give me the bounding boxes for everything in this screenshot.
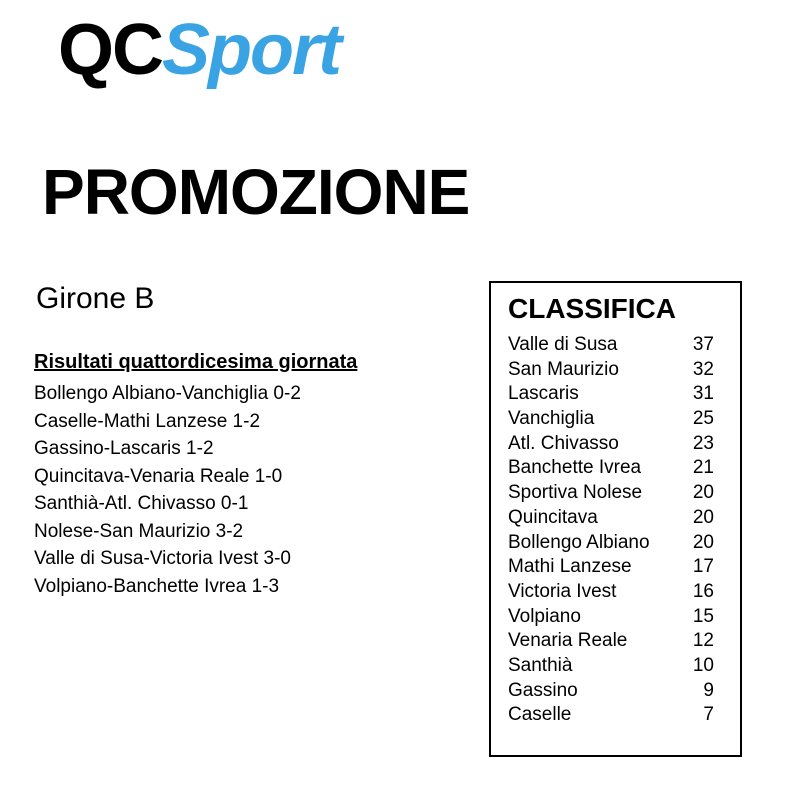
list-item: Gassino-Lascaris 1-2 [34,438,214,460]
table-row [508,358,726,383]
table-row [508,629,726,654]
table-row [508,531,726,556]
table-row [508,382,726,407]
table-row [508,555,726,580]
table-row [508,654,726,679]
team-name: Banchette Ivrea [508,457,642,479]
group-label: Girone B [36,282,155,315]
team-points: 15 [692,605,714,627]
table-row [508,605,726,630]
list-item: Valle di Susa-Victoria Ivest 3-0 [34,548,291,570]
list-item: Santhià-Atl. Chivasso 0-1 [34,493,249,515]
table-row [508,333,726,358]
team-name: Lascaris [508,383,579,405]
results-list [34,380,464,600]
standings-box [489,281,742,757]
table-row [508,456,726,481]
team-name: Santhià [508,654,573,676]
team-points: 20 [692,506,714,528]
list-item: Caselle-Mathi Lanzese 1-2 [34,410,261,432]
team-points: 37 [692,334,714,355]
team-points: 16 [692,580,714,602]
team-points: 21 [692,457,714,479]
team-name: Atl. Chivasso [508,432,619,454]
team-points: 32 [692,358,714,380]
team-name: Vanchiglia [508,408,595,430]
table-row [508,679,726,704]
team-name: Volpiano [508,605,581,627]
list-item: Volpiano-Banchette Ivrea 1-3 [34,575,280,597]
team-name: Caselle [508,704,572,726]
table-row [508,432,726,457]
table-row [508,580,726,605]
table-row [508,481,726,506]
team-points: 31 [692,383,714,405]
list-item: Bollengo Albiano-Vanchiglia 0-2 [34,383,301,404]
list-item: Quincitava-Venaria Reale 1-0 [34,465,283,487]
table-row [508,506,726,531]
team-points: 23 [692,432,714,454]
team-points: 7 [703,704,714,726]
results-section [34,350,464,600]
page-title: PROMOZIONE [42,156,470,228]
team-name: San Maurizio [508,358,619,380]
team-name: Gassino [508,679,578,701]
team-name: Victoria Ivest [508,580,617,602]
results-heading: Risultati quattordicesima giornata [34,351,358,373]
team-points: 9 [703,679,714,701]
team-points: 12 [692,630,714,652]
team-points: 17 [692,556,714,578]
team-name: Sportiva Nolese [508,482,643,504]
table-row [508,703,726,728]
team-name: Mathi Lanzese [508,556,632,578]
team-name: Valle di Susa [508,334,618,355]
table-row [508,407,726,432]
standings-table [508,333,726,728]
standings-title: CLASSIFICA [508,293,676,324]
team-points: 25 [692,408,714,430]
team-name: Bollengo Albiano [508,531,650,553]
team-name: Venaria Reale [508,630,628,652]
list-item: Nolese-San Maurizio 3-2 [34,520,244,542]
team-points: 20 [692,482,714,504]
site-logo [58,10,340,90]
team-points: 20 [692,531,714,553]
team-name: Quincitava [508,506,598,528]
logo-text-sport: Sport [162,10,340,90]
team-points: 10 [692,654,714,676]
logo-text-qc: QC [58,10,162,90]
